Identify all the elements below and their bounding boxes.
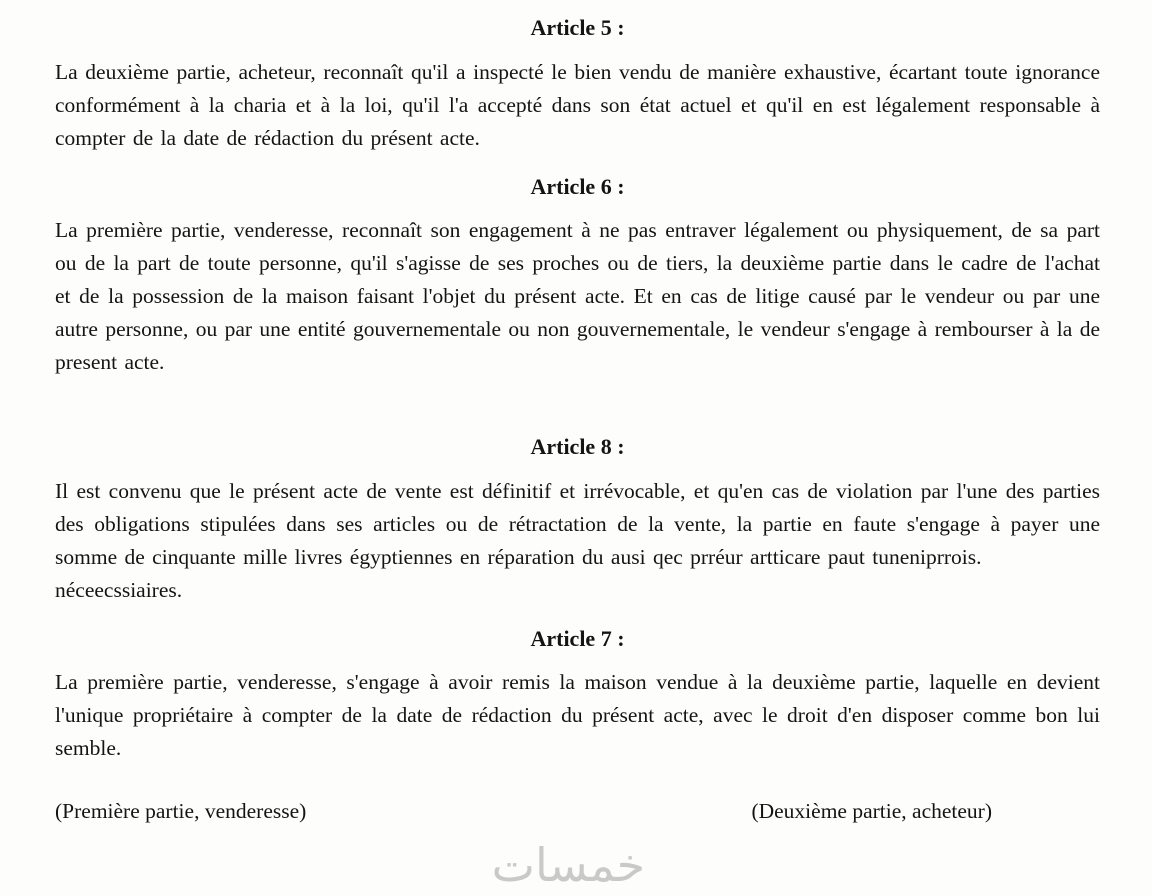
article-7-body: La première partie, venderesse, s'engage à avoir remis la maison vendue à la deuxième partie, laquelle en devient l'unique propriétaire à compter de la date de rédaction du présent acte, avec le droit d'en disposer comme bon lui semble. xyxy=(55,670,1100,761)
article-8-heading: Article 8 : xyxy=(530,434,625,460)
khamsat-watermark: خمسات xyxy=(491,838,646,892)
article-8-body-extra: néceecssiaires. xyxy=(55,577,183,602)
article-5-heading: Article 5 : xyxy=(530,15,625,40)
article-5-body: La deuxième partie, acheteur, reconnaît qu'il a inspecté le bien vendu de manière exhaustive, écartant toute ignorance conformément à la charia et à la loi, qu'il l'a accepté dans son état actuel et qu'il en est légalement responsable à compter de la date de rédaction du présent acte. xyxy=(55,59,1100,150)
signature-right-party: (Deuxième partie, acheteur) xyxy=(751,799,992,824)
article-7-heading: Article 7 : xyxy=(530,625,625,651)
signature-row xyxy=(55,795,1100,828)
article-8-body: Il est convenu que le présent acte de vente est définitif et irrévocable, et qu'en cas de violation par l'une des parties des obligations stipulées dans ses articles ou de rétractation de la vente, la partie en faute s'engage à payer une somme de cinquante mille livres égyptiennes en réparation du ausi qec prréur artticare paut tuneniprrois. xyxy=(55,478,1100,569)
article-6-body: La première partie, venderesse, reconnaît son engagement à ne pas entraver légalement ou physiquement, de sa part ou de la part de toute personne, qu'il s'agisse de ses proches ou de tiers, la deuxième partie dans le cadre de l'achat et de la possession de la maison faisant l'objet du présent acte. Et en cas de litige causé par le vendeur ou par une autre personne, ou par une entité gouvernementale ou non gouvernementale, le vendeur s'engage à rembourser à la de present acte. xyxy=(55,218,1100,375)
signature-left-party: (Première partie, venderesse) xyxy=(55,799,307,824)
article-6-heading: Article 6 : xyxy=(530,173,625,199)
